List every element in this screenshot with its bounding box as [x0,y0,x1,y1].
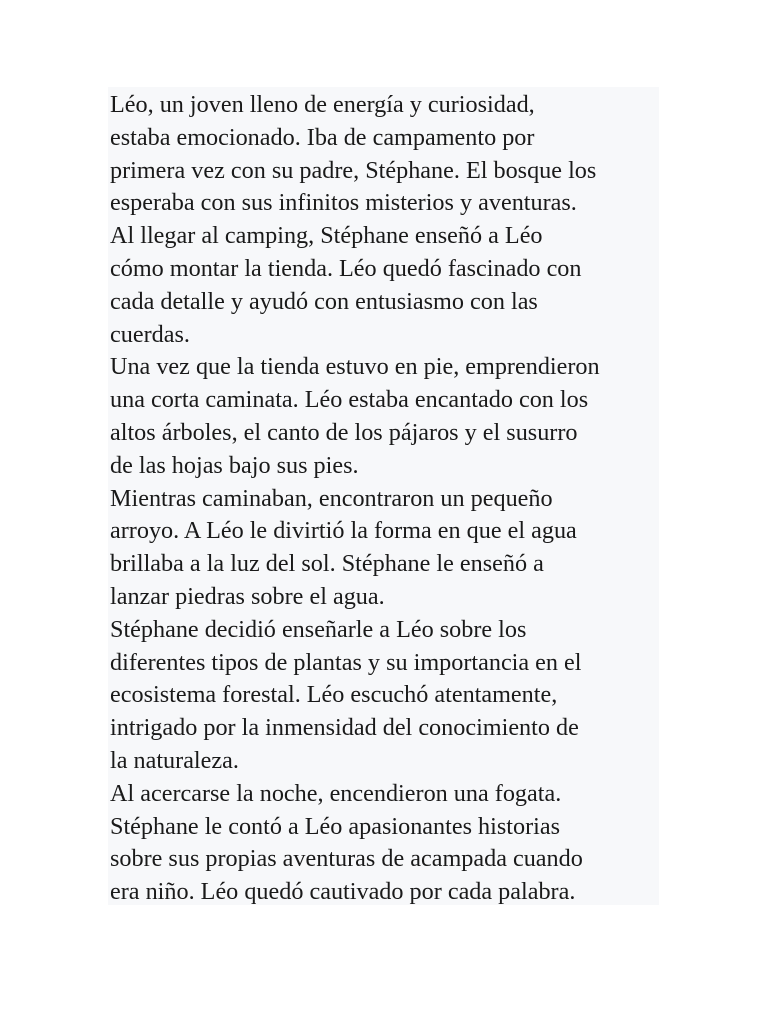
text-line: esperaba con sus infinitos misterios y aventuras. [110,189,577,217]
story-text-block [108,87,659,905]
text-line: la naturaleza. [110,746,239,774]
text-line: cuerdas. [110,320,190,348]
text-line: Mientras caminaban, encontraron un pequeño [110,484,553,512]
text-line: Stéphane decidió enseñarle a Léo sobre los [110,615,527,643]
text-line: era niño. Léo quedó cautivado por cada palabra. [110,878,576,906]
text-line: altos árboles, el canto de los pájaros y el susurro [110,418,578,446]
text-line: cómo montar la tienda. Léo quedó fascinado con [110,254,582,282]
text-line: Al llegar al camping, Stéphane enseñó a Léo [110,222,543,250]
text-line: diferentes tipos de plantas y su importancia en el [110,648,582,676]
text-line: de las hojas bajo sus pies. [110,451,359,479]
text-line: ecosistema forestal. Léo escuchó atentamente, [110,681,558,709]
text-line: Una vez que la tienda estuvo en pie, emprendieron [110,353,600,381]
text-line: Al acercarse la noche, encendieron una fogata. [110,779,562,807]
text-line: estaba emocionado. Iba de campamento por [110,123,535,151]
text-line: sobre sus propias aventuras de acampada cuando [110,845,583,873]
text-line: intrigado por la inmensidad del conocimiento de [110,714,579,742]
text-line: Stéphane le contó a Léo apasionantes historias [110,812,561,840]
text-line: brillaba a la luz del sol. Stéphane le enseñó a [110,550,544,578]
text-line: arroyo. A Léo le divirtió la forma en que el agua [110,517,577,545]
text-line: Léo, un joven lleno de energía y curiosidad, [110,91,535,118]
text-line: primera vez con su padre, Stéphane. El bosque los [110,156,597,184]
text-line: cada detalle y ayudó con entusiasmo con las [110,287,538,315]
text-line: lanzar piedras sobre el agua. [110,582,385,610]
text-line: una corta caminata. Léo estaba encantado con los [110,386,589,414]
